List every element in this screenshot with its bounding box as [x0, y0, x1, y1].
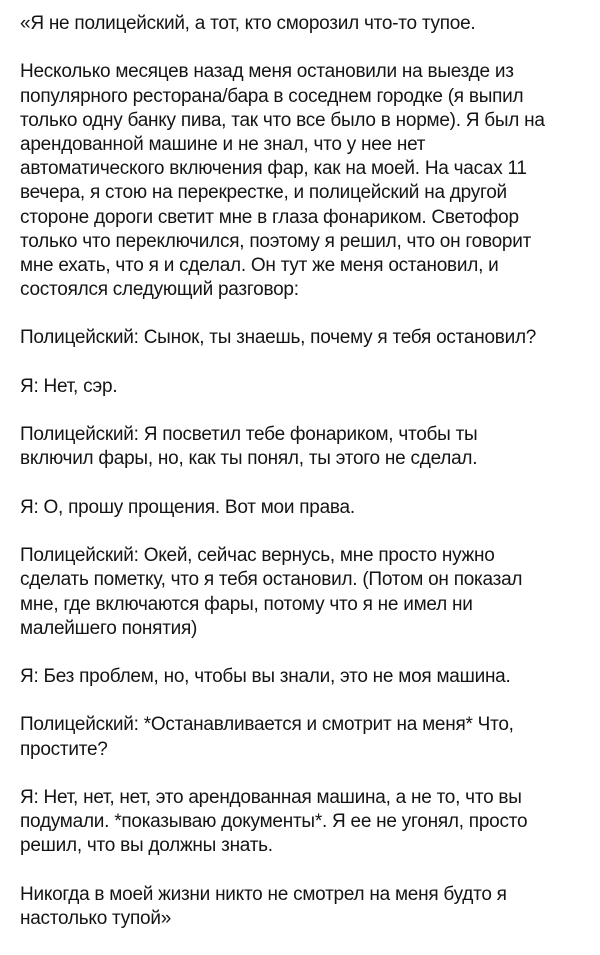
text-line: Полицейский: Окей, сейчас вернусь, мне просто нужно [20, 545, 495, 567]
text-line: арендованной машине и не знал, что у нее нет [20, 133, 426, 155]
text-line: стороне дороги светит мне в глаза фонариком. Светофор [20, 206, 519, 228]
text-line: «Я не полицейский, а тот, кто сморозил что-то тупое. [20, 13, 476, 34]
text-line: автоматического включения фар, как на моей. На часах 11 [20, 158, 527, 180]
text-line: сделать пометку, что я тебя остановил. (Потом он показал [20, 569, 523, 591]
text-line: только что переключился, поэтому я решил, что он говорит [20, 230, 532, 252]
text-line: Полицейский: *Останавливается и смотрит на меня* Что, [20, 714, 514, 736]
text-line: настолько тупой» [20, 907, 172, 929]
story-paragraph [20, 423, 592, 471]
story-paragraph [20, 544, 592, 641]
story-paragraph [20, 60, 592, 302]
text-line: малейшего понятия) [20, 617, 198, 639]
text-line: включил фары, но, как ты понял, ты этого не сделал. [20, 448, 478, 470]
text-line: Полицейский: Я посветил тебе фонариком, чтобы ты [20, 424, 478, 446]
story-paragraph [20, 496, 592, 520]
story-paragraph [20, 665, 592, 689]
text-line: популярного ресторана/бара в соседнем городке (я выпил [20, 85, 524, 107]
text-line: только одну банку пива, так что все было в норме). Я был на [20, 109, 545, 131]
text-line: подумали. *показываю документы*. Я ее не угонял, просто [20, 811, 528, 833]
text-line: Я: Нет, сэр. [20, 375, 118, 397]
text-line: вечера, я стою на перекрестке, и полицейский на другой [20, 182, 507, 204]
story-paragraph [20, 326, 592, 350]
text-line: простите? [20, 738, 108, 760]
story-paragraph [20, 12, 592, 36]
text-line: Полицейский: Сынок, ты знаешь, почему я тебя остановил? [20, 327, 537, 349]
text-line: Я: Нет, нет, нет, это арендованная машина, а не то, что вы [20, 787, 522, 808]
text-line: решил, что вы должны знать. [20, 835, 273, 857]
story-text [20, 12, 592, 955]
story-paragraph [20, 375, 592, 399]
story-paragraph [20, 713, 592, 761]
story-paragraph [20, 883, 592, 931]
story-paragraph [20, 786, 592, 859]
text-line: мне, где включаются фары, потому что я не имел ни [20, 593, 473, 615]
text-line: Никогда в моей жизни никто не смотрел на меня будто я [20, 883, 507, 905]
text-line: Я: Без проблем, но, чтобы вы знали, это не моя машина. [20, 666, 511, 688]
text-line: мне ехать, что я и сделал. Он тут же меня остановил, и [20, 254, 499, 276]
text-line: Я: О, прошу прощения. Вот мои права. [20, 496, 355, 518]
text-line: состоялся следующий разговор: [20, 279, 299, 301]
text-line: Несколько месяцев назад меня остановили на выезде из [20, 61, 514, 83]
